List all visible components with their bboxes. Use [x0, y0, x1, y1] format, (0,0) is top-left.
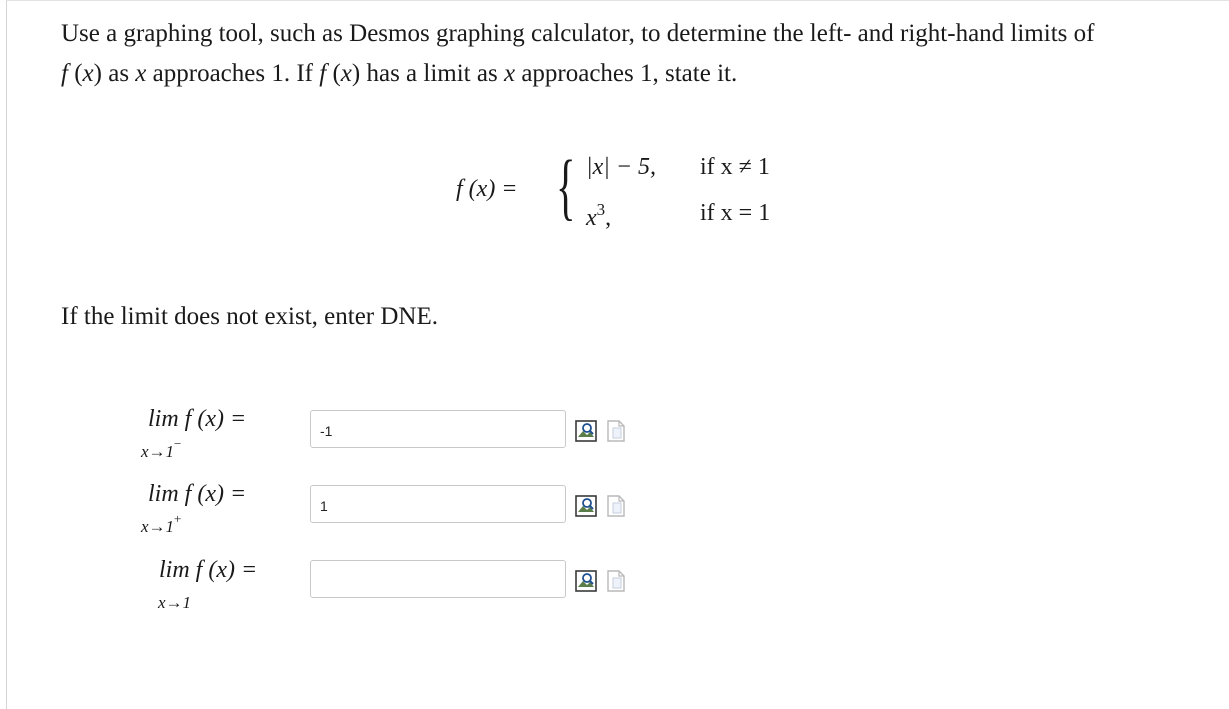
piecewise-case-2 [586, 200, 611, 232]
page-frame-left-border [6, 0, 7, 709]
paren-open: ( [326, 60, 341, 87]
preview-icon[interactable] [575, 420, 597, 442]
dne-instruction: If the limit does not exist, enter DNE. [61, 303, 439, 330]
limit-expression: lim f (x) = [159, 557, 258, 583]
math-f: f [61, 60, 68, 87]
paren-close: ) [93, 60, 102, 87]
case-2-exponent: 3 [596, 200, 606, 219]
limit-subscript [141, 436, 181, 462]
preview-icon[interactable] [575, 570, 597, 592]
piecewise-lhs: f (x) = [456, 176, 518, 202]
piecewise-condition-2: if x = 1 [700, 200, 771, 226]
math-x: x [135, 60, 147, 87]
limit-expression: lim f (x) = [148, 481, 247, 507]
limit-row-left [0, 406, 700, 461]
limit-variable: x→1 [141, 517, 175, 536]
paren-close: ) [351, 60, 361, 87]
case-2-comma: , [605, 205, 612, 231]
limit-direction: − [174, 436, 182, 451]
limit-direction: + [174, 511, 182, 526]
piecewise-case-1: |x| − 5, [586, 154, 657, 180]
question-line-2 [61, 54, 1211, 94]
preview-icon[interactable] [575, 495, 597, 517]
paren-open: ( [67, 60, 83, 87]
answer-input-left-limit[interactable]: -1 [310, 410, 566, 448]
left-brace: { [556, 146, 576, 228]
math-f: f [319, 60, 327, 87]
limit-variable: x→1 [158, 593, 192, 612]
question-text [61, 14, 1211, 94]
text: approaches 1. If [146, 60, 320, 87]
limit-subscript [141, 511, 181, 537]
text: has a limit as [360, 60, 504, 87]
limit-subscript [158, 587, 191, 613]
math-x: x [503, 60, 516, 87]
help-icon[interactable] [605, 570, 627, 592]
text: as [101, 60, 136, 87]
text: approaches 1, state it. [515, 60, 738, 87]
math-x: x [340, 60, 352, 87]
answer-input-right-limit[interactable]: 1 [310, 485, 566, 523]
page-frame-top-border [6, 0, 1229, 1]
piecewise-condition-1: if x ≠ 1 [700, 154, 770, 180]
help-icon[interactable] [605, 420, 627, 442]
case-2-base: x [586, 205, 597, 231]
limit-row-two-sided [0, 557, 700, 612]
answer-input-two-sided-limit[interactable] [310, 560, 566, 598]
question-line-1: Use a graphing tool, such as Desmos graphing calculator, to determine the left- and right-hand limits of [61, 20, 1095, 47]
math-x: x [82, 60, 94, 87]
limit-variable: x→1 [141, 442, 175, 461]
piecewise-function [456, 148, 816, 238]
help-icon[interactable] [605, 495, 627, 517]
limit-row-right [0, 481, 700, 536]
limit-expression: lim f (x) = [148, 406, 247, 432]
